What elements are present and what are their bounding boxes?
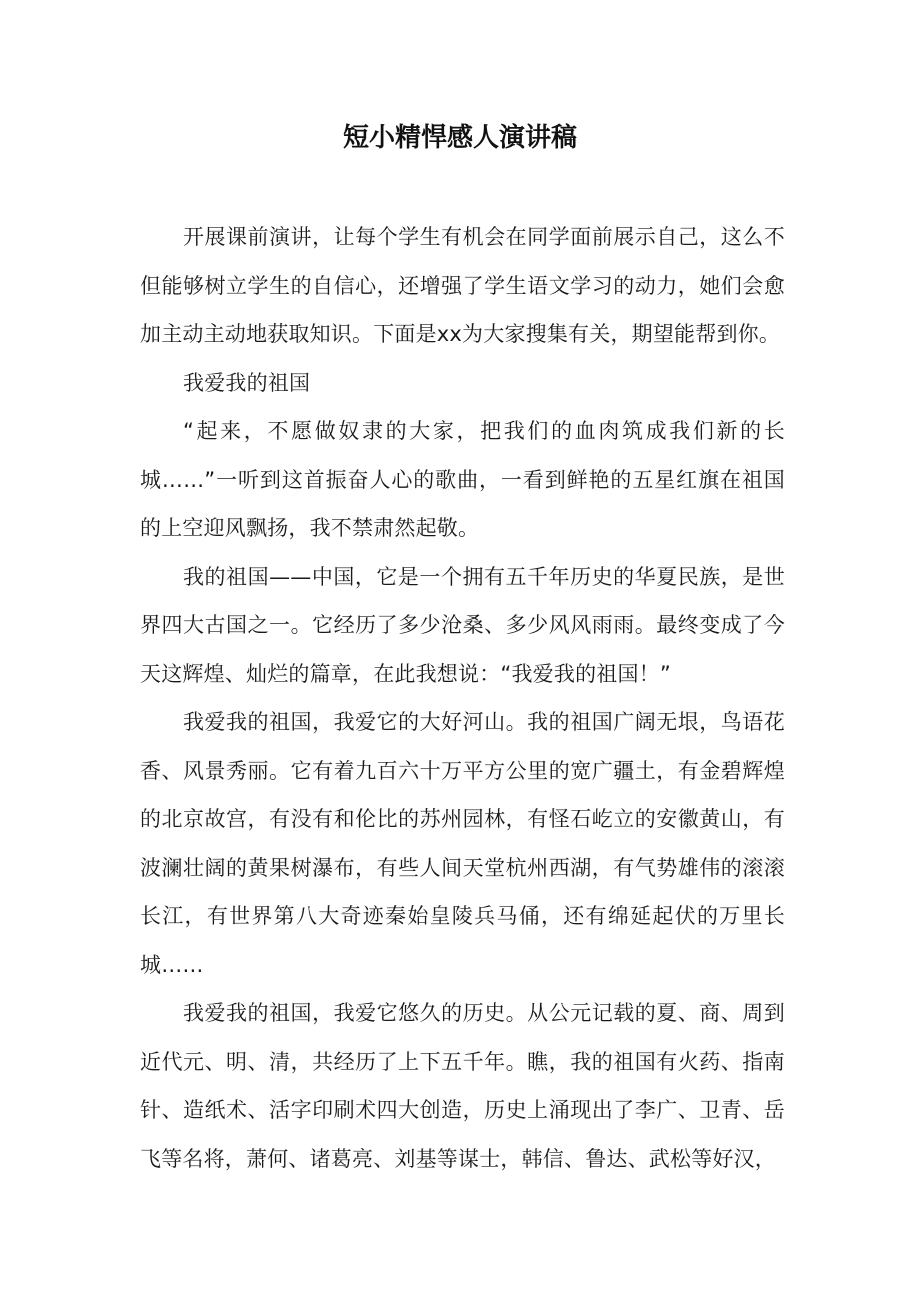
paragraph-history: 我爱我的祖国，我爱它悠久的历史。从公元记载的夏、商、周到近代元、明、清，共经历了上下五千年。瞧，我的祖国有火药、指南针、造纸术、活字印刷术四大创造，历史上涌现出了李广、卫青、岳飞等名将，萧何、诸葛亮、刘基等谋士，韩信、鲁达、武松等好汉，	[140, 1001, 785, 1171]
paragraph-china: 我的祖国——中国，它是一个拥有五千年历史的华夏民族，是世界四大古国之一。它经历了多少沧桑、多少风风雨雨。最终变成了今天这辉煌、灿烂的篇章，在此我想说：“我爱我的祖国！”	[140, 564, 785, 686]
section-heading: 我爱我的祖国	[183, 370, 311, 395]
document-body	[140, 213, 785, 1183]
paragraph-intro: 开展课前演讲，让每个学生有机会在同学面前展示自己，这么不但能够树立学生的自信心，还增强了学生语文学习的动力，她们会愈加主动主动地获取知识。下面是xx为大家搜集有关，期望能帮到你。	[140, 225, 785, 346]
paragraph-anthem: “起来，不愿做奴隶的大家，把我们的血肉筑成我们新的长城……”一听到这首振奋人心的歌曲，一看到鲜艳的五星红旗在祖国的上空迎风飘扬，我不禁肃然起敬。	[140, 419, 785, 540]
document-title: 短小精悍感人演讲稿	[342, 123, 577, 153]
paragraph-landscape: 我爱我的祖国，我爱它的大好河山。我的祖国广阔无垠，鸟语花香、风景秀丽。它有着九百六十万平方公里的宽广疆土，有金碧辉煌的北京故宫，有没有和伦比的苏州园林，有怪石屹立的安徽黄山，有波澜壮阔的黄果树瀑布，有些人间天堂杭州西湖，有气势雄伟的滚滚长江，有世界第八大奇迹秦始皇陵兵马俑，还有绵延起伏的万里长城……	[140, 710, 785, 977]
